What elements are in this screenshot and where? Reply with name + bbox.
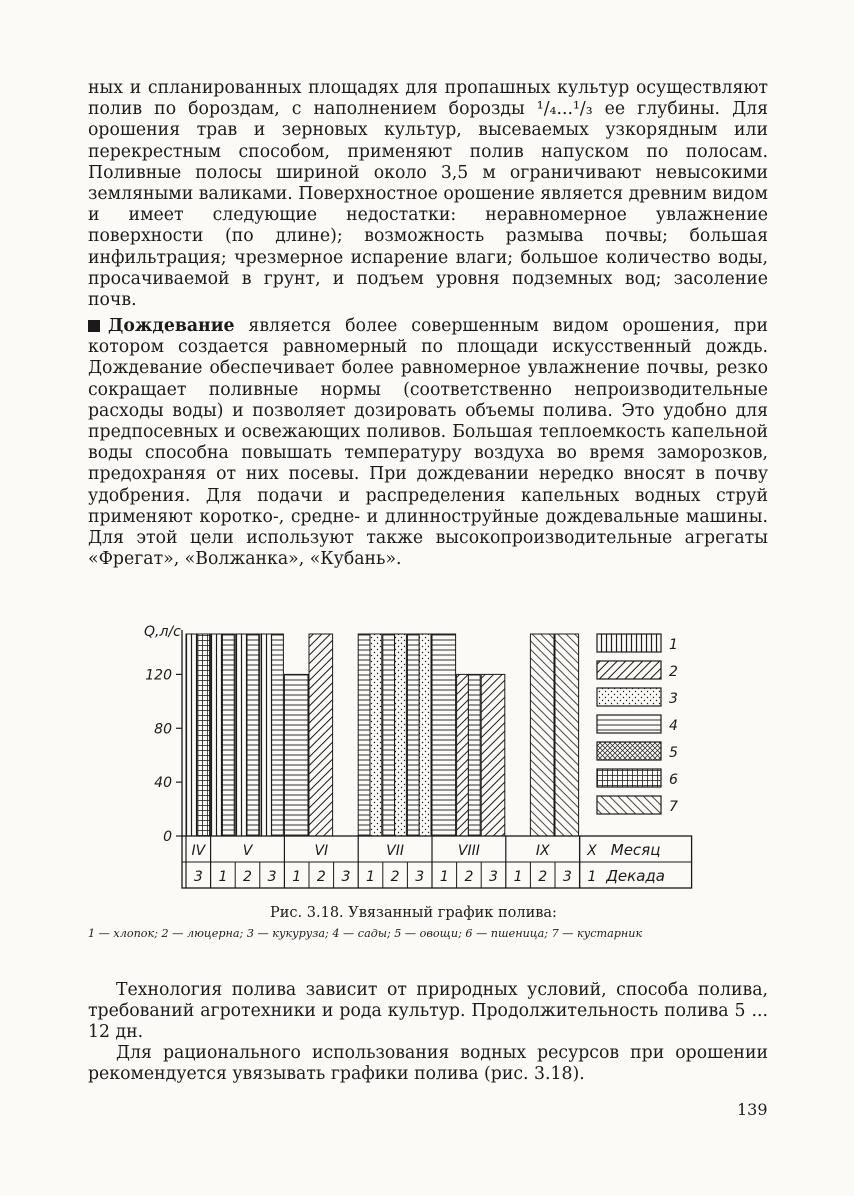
bar-col10-crop4 xyxy=(407,634,419,836)
bar-col8-crop3 xyxy=(370,634,382,836)
chart-svg xyxy=(130,618,830,898)
legend-swatch-6 xyxy=(597,769,661,787)
decade-label: 3 xyxy=(193,869,203,885)
decade-label: 3 xyxy=(415,869,425,885)
bullet-square-icon xyxy=(88,320,100,332)
month-label: X xyxy=(587,843,597,859)
paragraph-2 xyxy=(88,316,768,570)
y-tick-label: 120 xyxy=(145,667,172,684)
decade-label: 3 xyxy=(489,869,498,885)
y-tick-label: 80 xyxy=(154,721,172,738)
legend-swatch-3 xyxy=(597,688,661,706)
decade-label: 1 xyxy=(513,869,523,885)
decade-label: 1 xyxy=(218,869,228,885)
legend-label-1: 1 xyxy=(669,637,678,653)
bar-col12-crop2 xyxy=(457,674,469,836)
bar-col15-crop7 xyxy=(530,634,554,836)
term-dozhdevanie: Дождевание xyxy=(108,316,235,336)
bar-col6-crop2 xyxy=(309,634,333,836)
month-label: IX xyxy=(535,843,550,859)
figure-legend-text: 1 — хлопок; 2 — люцерна; 3 — кукуруза; 4 — сады; 5 — овощи; 6 — пшеница; 7 — кустарник xyxy=(88,927,643,940)
month-label: IV xyxy=(191,843,206,859)
decade-label: 1 xyxy=(587,869,597,885)
bar-col2-crop1 xyxy=(211,634,223,836)
decade-label: 3 xyxy=(562,869,572,885)
decade-label: 3 xyxy=(267,869,277,885)
decade-label: 2 xyxy=(390,869,400,885)
bar-col1-crop1 xyxy=(186,634,198,836)
bar-col11-crop4 xyxy=(432,634,456,836)
decade-label: 2 xyxy=(316,869,326,885)
decade-label: 2 xyxy=(464,869,474,885)
bar-col9-crop3 xyxy=(395,634,407,836)
bar-col3-crop1 xyxy=(235,634,247,836)
paragraph-2-body: является более совершенным видом орошения, при котором создается равномерный по площади искусственный дождь. Дождевание обеспечивает более равномерное увлажнение почвы, резко сокращает поливные нормы (соответственно непроизводительные расходы воды) и позволяет дозировать объемы полива. Это удобно для предпосевных и освежающих поливов. Большая теплоемкость капельной воды способна повышать температуру воздуха во время заморозков, предохраняя от них посевы. При дождевании нередко вносят в почву удобрения. Для подачи и распределения капельных водных струй применяют коротко-, средне- и длинноструйные дождевальные машины. Для этой цели используют также высокопроизводительные агрегаты «Фрегат», «Волжанка», «Кубань». xyxy=(88,316,768,570)
irrigation-chart xyxy=(130,618,830,898)
legend-label-6: 6 xyxy=(669,772,678,788)
bar-col5-crop4 xyxy=(284,674,308,836)
bar-col13-crop2 xyxy=(481,674,505,836)
figure-caption: Рис. 3.18. Увязанный график полива: xyxy=(270,905,557,921)
bar-col4-crop4 xyxy=(272,634,284,836)
legend-swatch-7 xyxy=(597,796,661,814)
legend-swatch-4 xyxy=(597,715,661,733)
legend-swatch-5 xyxy=(597,742,661,760)
paragraph-1: ных и спланированных площадях для пропашных культур осуществляют полив по бороздам, с наполнением борозды ¹/₄...¹/₃ ее глубины. Для орошения трав и зерновых культур, высеваемых узкорядным или перекрестным способом, применяют полив напуском по полосам. Поливные полосы шириной около 3,5 м ограничивают невысокими земляными валиками. Поверхностное орошение является древним видом и имеет следующие недостатки: неравномерное увлажнение поверхности (по длине); возможность размыва почвы; большая инфильтрация; чрезмерное испарение влаги; большое количество воды, просачиваемой в грунт, и подъем уровня подземных вод; засоление почв. xyxy=(88,78,768,311)
decade-label: 1 xyxy=(292,869,302,885)
month-label: VI xyxy=(314,843,329,859)
bar-col1-crop6 xyxy=(198,634,210,836)
page-number: 139 xyxy=(737,1100,768,1119)
bar-col8-crop4 xyxy=(358,634,370,836)
decade-label: 1 xyxy=(366,869,375,885)
legend-swatch-2 xyxy=(597,661,661,679)
bar-col12-crop4 xyxy=(468,674,480,836)
legend-label-7: 7 xyxy=(669,799,678,815)
month-label: V xyxy=(242,843,253,859)
legend-label-3: 3 xyxy=(669,691,678,707)
decade-label: 2 xyxy=(538,869,548,885)
bar-col2-crop4 xyxy=(222,634,234,836)
bar-col10-crop3 xyxy=(419,634,431,836)
paragraph-3: Технология полива зависит от природных условий, способа полива, требований агротехники и рода культур. Продолжительность полива 5 ... 12 дн. xyxy=(88,980,768,1043)
decade-label: 3 xyxy=(341,869,351,885)
month-label: VII xyxy=(386,843,405,859)
y-tick-label: 0 xyxy=(163,829,172,845)
y-tick-label: 40 xyxy=(154,775,172,792)
bar-col3-crop4 xyxy=(247,634,259,836)
legend-label-5: 5 xyxy=(669,745,678,761)
legend-label-4: 4 xyxy=(669,718,678,734)
legend-label-2: 2 xyxy=(669,664,678,680)
bar-col4-crop1 xyxy=(260,634,272,836)
y-axis-label: Q,л/с xyxy=(144,624,181,640)
month-row-label: Месяц xyxy=(610,841,661,859)
decade-label: 1 xyxy=(439,869,449,885)
bar-col9-crop4 xyxy=(383,634,395,836)
paragraph-4: Для рационального использования водных ресурсов при орошении рекомендуется увязывать графики полива (рис. 3.18). xyxy=(88,1043,768,1085)
decade-row-label: Декада xyxy=(606,867,665,885)
bar-col16-crop7 xyxy=(555,634,579,836)
legend-swatch-1 xyxy=(597,634,661,652)
month-label: VIII xyxy=(457,843,480,859)
decade-label: 2 xyxy=(243,869,252,885)
